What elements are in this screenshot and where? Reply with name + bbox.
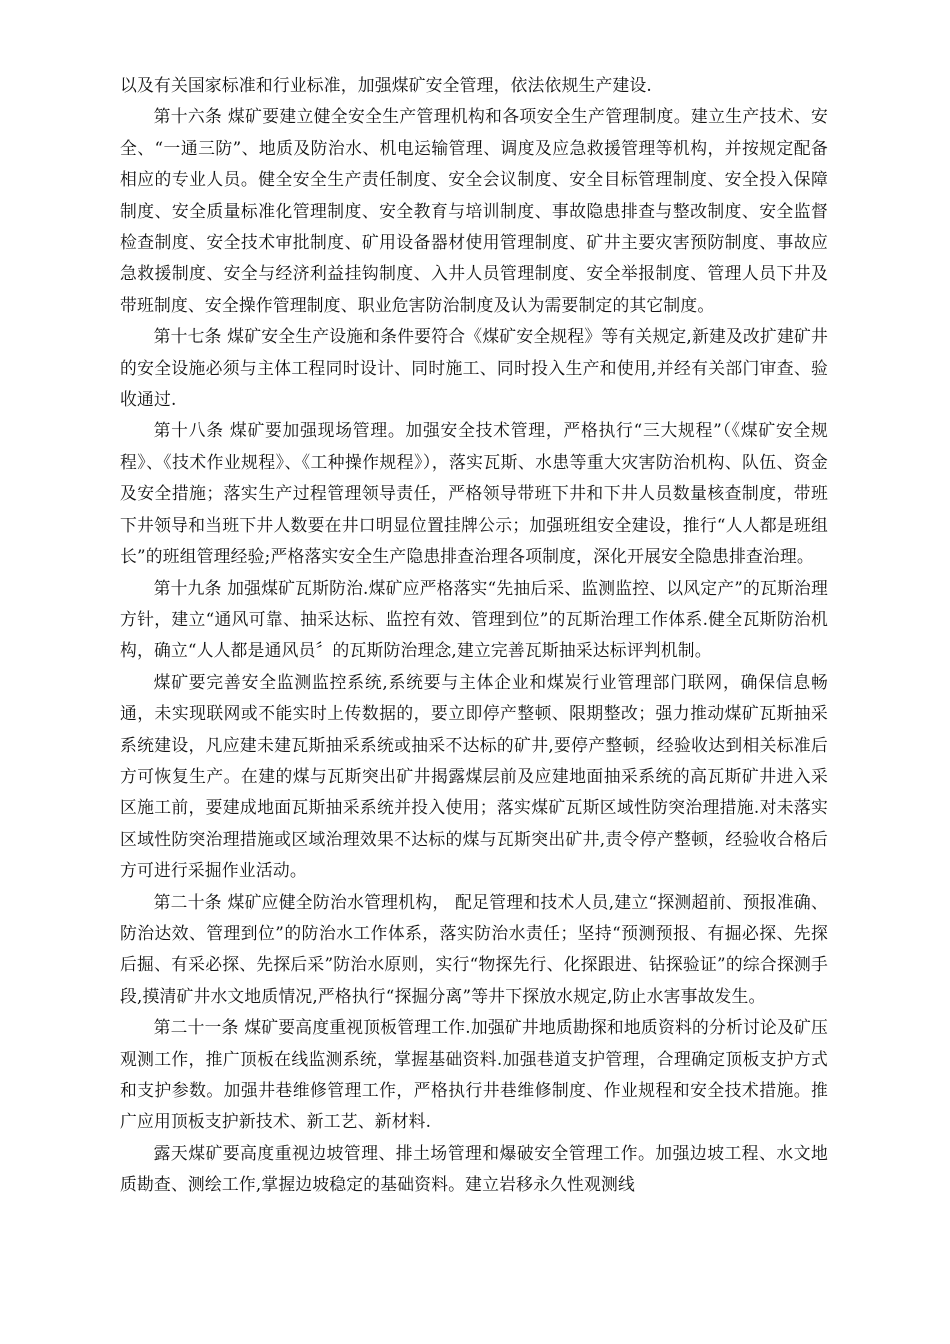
paragraph-article-18: 第十八条 煤矿要加强现场管理。加强安全技术管理，严格执行“三大规程”（《煤矿安全规程》、《技术作业规程》、《工种操作规程》），落实瓦斯、水患等重大灾害防治机构、队伍、资金及安全措施；落实生产过程管理领导责任，严格领导带班下井和下井人员数量核查制度，带班下井领导和当班下井人数要在井口明显位置挂牌公示；加强班组安全建设，推行“人人都是班组长”的班组管理经验;严格落实安全生产隐患排查治理各项制度，深化开展安全隐患排查治理。 <box>120 420 828 567</box>
document-page <box>120 70 828 1201</box>
paragraph-article-19: 第十九条 加强煤矿瓦斯防治.煤矿应严格落实“先抽后采、监测监控、以风定产”的瓦斯治理方针，建立“通风可靠、抽采达标、监控有效、管理到位”的瓦斯治理工作体系.健全瓦斯防治机构，确立“人人都是通风员〞的瓦斯防治理念,建立完善瓦斯抽采达标评判机制。 <box>120 577 828 661</box>
paragraph-continuation: 以及有关国家标准和行业标准，加强煤矿安全管理，依法依规生产建设. <box>120 75 652 95</box>
paragraph-article-17: 第十七条 煤矿安全生产设施和条件要符合《煤矿安全规程》等有关规定,新建及改扩建矿井的安全设施必须与主体工程同时设计、同时施工、同时投入生产和使用,并经有关部门审查、验收通过. <box>120 326 828 410</box>
paragraph-article-20: 第二十条 煤矿应健全防治水管理机构， 配足管理和技术人员,建立“探测超前、预报准确、防治达效、管理到位”的防治水工作体系，落实防治水责任；坚持“预测预报、有掘必探、先探后掘、有采必探、先探后采”防治水原则，实行“物探先行、化探跟进、钻探验证”的综合探测手段,摸清矿井水文地质情况,严格执行“探掘分离”等井下探放水规定,防止水害事故发生。 <box>120 891 828 1006</box>
paragraph-gas-monitoring: 煤矿要完善安全监测监控系统,系统要与主体企业和煤炭行业管理部门联网，确保信息畅通，未实现联网或不能实时上传数据的，要立即停产整顿、限期整改；强力推动煤矿瓦斯抽采系统建设，凡应建未建瓦斯抽采系统或抽采不达标的矿井,要停产整顿，经验收达到相关标准后方可恢复生产。在建的煤与瓦斯突出矿井揭露煤层前及应建地面抽采系统的高瓦斯矿井进入采区施工前，要建成地面瓦斯抽采系统并投入使用；落实煤矿瓦斯区域性防突治理措施.对未落实区域性防突治理措施或区域治理效果不达标的煤与瓦斯突出矿井,责令停产整顿，经验收合格后方可进行采掘作业活动。 <box>120 671 828 881</box>
paragraph-article-16: 第十六条 煤矿要建立健全安全生产管理机构和各项安全生产管理制度。建立生产技术、安全、“一通三防”、地质及防治水、机电运输管理、调度及应急救援管理等机构，并按规定配备相应的专业人员。健全安全生产责任制度、安全会议制度、安全目标管理制度、安全投入保障制度、安全质量标准化管理制度、安全教育与培训制度、事故隐患排查与整改制度、安全监督检查制度、安全技术审批制度、矿用设备器材使用管理制度、矿井主要灾害预防制度、事故应急救援制度、安全与经济利益挂钩制度、入井人员管理制度、安全举报制度、管理人员下井及带班制度、安全操作管理制度、职业危害防治制度及认为需要制定的其它制度。 <box>120 106 828 315</box>
paragraph-open-pit: 露天煤矿要高度重视边坡管理、排土场管理和爆破安全管理工作。加强边坡工程、水文地质勘查、测绘工作,掌握边坡稳定的基础资料。建立岩移永久性观测线 <box>120 1142 828 1195</box>
paragraph-article-21: 第二十一条 煤矿要高度重视顶板管理工作.加强矿井地质勘探和地质资料的分析讨论及矿压观测工作，推广顶板在线监测系统，掌握基础资料.加强巷道支护管理，合理确定顶板支护方式和支护参数。加强井巷维修管理工作，严格执行井巷维修制度、作业规程和安全技术措施。推广应用顶板支护新技术、新工艺、新材料. <box>120 1017 828 1132</box>
